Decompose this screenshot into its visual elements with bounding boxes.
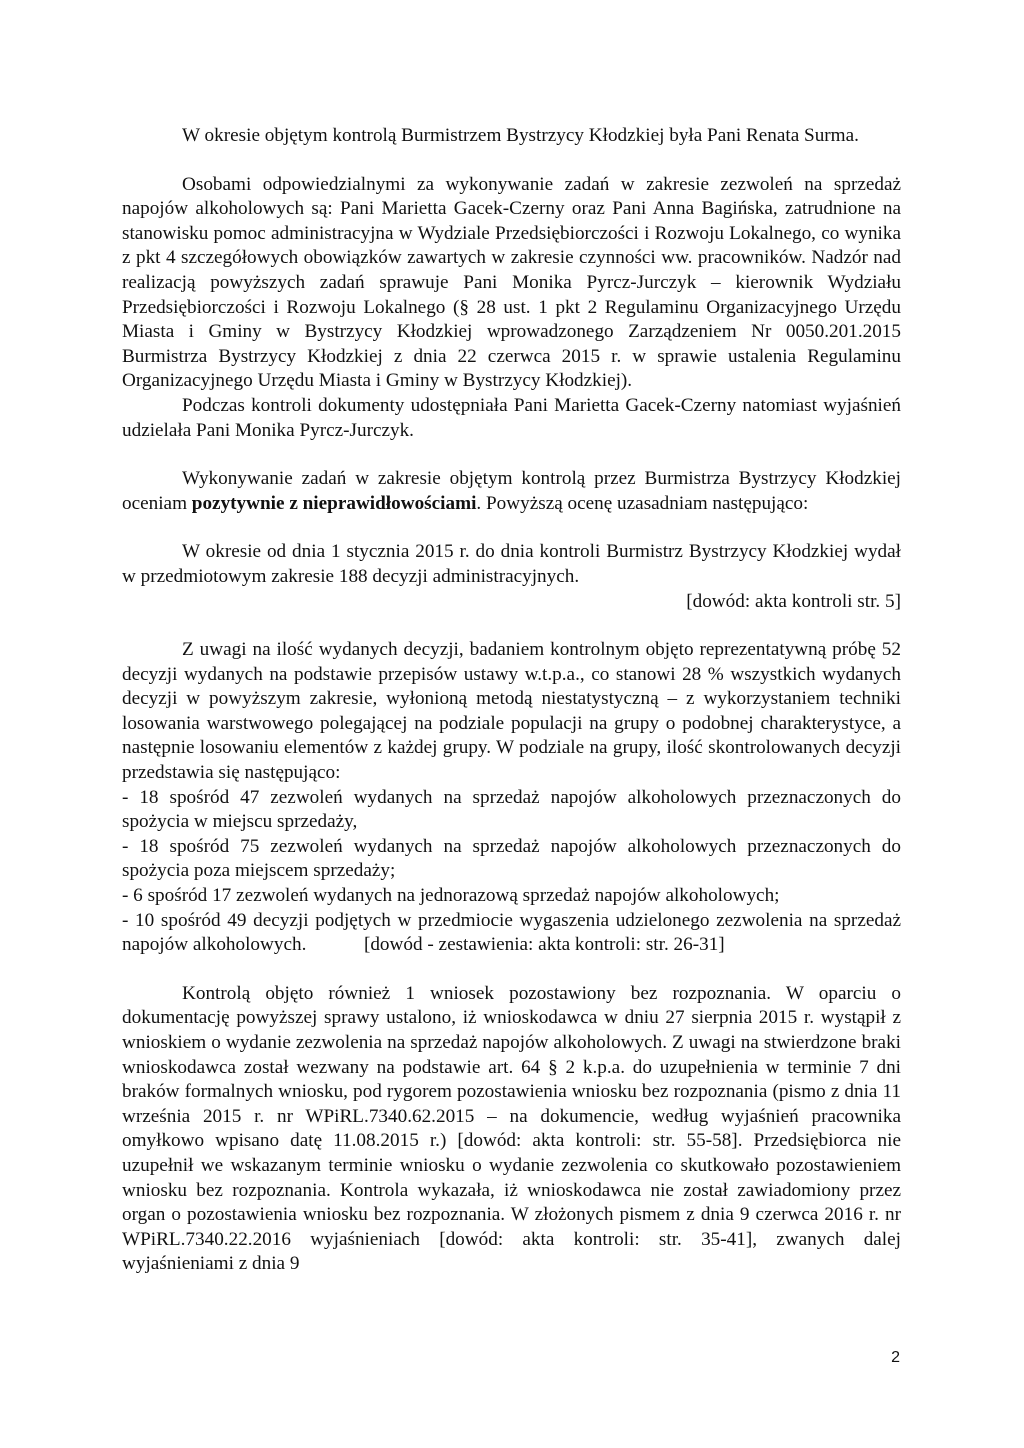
paragraph-documents-provided: Podczas kontroli dokumenty udostępniała Pani Marietta Gacek-Czerny natomiast wyjaśnień udzielała Pani Monika Pyrcz-Jurczyk.	[122, 394, 901, 441]
list-item: - 18 spośród 47 zezwoleń wydanych na sprzedaż napojów alkoholowych przeznaczonych do spożycia w miejscu sprzedaży,	[122, 786, 901, 833]
paragraph-mayor: W okresie objętym kontrolą Burmistrzem Bystrzycy Kłodzkiej była Pani Renata Surma.	[182, 125, 859, 146]
list-evidence-reference: [dowód - zestawienia: akta kontroli: str. 26-31]	[363, 934, 725, 956]
list-item: - 18 spośród 75 zezwoleń wydanych na sprzedaż napojów alkoholowych przeznaczonych do spożycia poza miejscem sprzedaży;	[122, 835, 901, 882]
document-body	[122, 124, 901, 1277]
list-item: - 6 spośród 17 zezwoleń wydanych na jednorazową sprzedaż napojów alkoholowych;	[122, 885, 780, 907]
list-item-last	[122, 909, 901, 958]
page-number: 2	[891, 1349, 900, 1366]
paragraph-unprocessed-application: Kontrolą objęto również 1 wniosek pozostawiony bez rozpoznania. W oparciu o dokumentację powyższej sprawy ustalono, iż wnioskodawca w dniu 27 sierpnia 2015 r. wystąpił z wnioskiem o wydanie zezwolenia na sprzedaż napojów alkoholowych. Z uwagi na stwierdzone braki wnioskodawca został wezwany na podstawie art. 64 § 2 k.p.a. do uzupełnienia w terminie 7 dni braków formalnych wniosku, pod rygorem pozostawienia wniosku bez rozpoznania (pismo z dnia 11 września 2015 r. nr WPiRL.7340.62.2015 – na dokumencie, według wyjaśnień pracownika omyłkowo wpisano datę 11.08.2015 r.) [dowód: akta kontroli: str. 55-58]. Przedsiębiorca nie uzupełnił we wskazanym terminie wniosku o wydanie zezwolenia co skutkowało pozostawieniem wniosku bez rozpoznania. Kontrola wykazała, iż wnioskodawca nie został zawiadomiony przez organ o pozostawienia wniosku bez rozpoznania. W złożonych pismem z dnia 9 czerwca 2016 r. nr WPiRL.7340.22.2016 wyjaśnieniach [dowód: akta kontroli: str. 35-41], zwanych dalej wyjaśnieniami z dnia 9	[122, 982, 901, 1275]
paragraph-sample: Z uwagi na ilość wydanych decyzji, badaniem kontrolnym objęto reprezentatywną próbę 52 decyzji wydanych na podstawie przepisów ustawy w.t.p.a., co stanowi 28 % wszystkich wydanych decyzji w powyższym zakresie, wyłonioną metodą niestatystyczną – z wykorzystaniem techniki losowania warstwowego polegającej na podziale populacji na grupy o podobnej charakterystyce, a następnie losowaniu elementów z każdej grupy. W podziale na grupy, ilość skontrolowanych decyzji przedstawia się następująco:	[122, 639, 901, 784]
paragraph-assessment	[122, 467, 901, 516]
evidence-reference: [dowód: akta kontroli str. 5]	[686, 590, 901, 612]
assessment-text-after: . Powyższą ocenę uzasadniam następująco:	[476, 492, 809, 514]
assessment-result: pozytywnie z nieprawidłowościami	[191, 492, 477, 514]
assessment-text-before: Wykonywanie zadań w zakresie objętym kontrolą przez Burmistrza Bystrzycy Kłodzkiej oceniam	[122, 468, 901, 514]
list-item-last-text: - 10 spośród 49 decyzji podjętych w przedmiocie wygaszenia udzielonego zezwolenia na sprzedaż napojów alkoholowych.	[122, 909, 901, 956]
paragraph-decisions-issued: W okresie od dnia 1 stycznia 2015 r. do dnia kontroli Burmistrz Bystrzycy Kłodzkiej wydał w przedmiotowym zakresie 188 decyzji administracyjnych.	[122, 541, 901, 587]
paragraph-responsible-persons: Osobami odpowiedzialnymi za wykonywanie zadań w zakresie zezwoleń na sprzedaż napojów alkoholowych są: Pani Marietta Gacek-Czerny oraz Pani Anna Bagińska, zatrudnione na stanowisku pomoc administracyjna w Wydziale Przedsiębiorczości i Rozwoju Lokalnego, co wynika z pkt 4 szczegółowych obowiązków zawartych w zakresie czynności ww. pracowników. Nadzór nad realizacją powyższych zadań sprawuje Pani Monika Pyrcz-Jurczyk – kierownik Wydziału Przedsiębiorczości i Rozwoju Lokalnego (§ 28 ust. 1 pkt 2 Regulaminu Organizacyjnego Urzędu Miasta i Gminy w Bystrzycy Kłodzkiej wprowadzonego Zarządzeniem Nr 0050.201.2015 Burmistrza Bystrzycy Kłodzkiej z dnia 22 czerwca 2015 r. w sprawie ustalenia Regulaminu Organizacyjnego Urzędu Miasta i Gminy w Bystrzycy Kłodzkiej).	[122, 173, 901, 392]
